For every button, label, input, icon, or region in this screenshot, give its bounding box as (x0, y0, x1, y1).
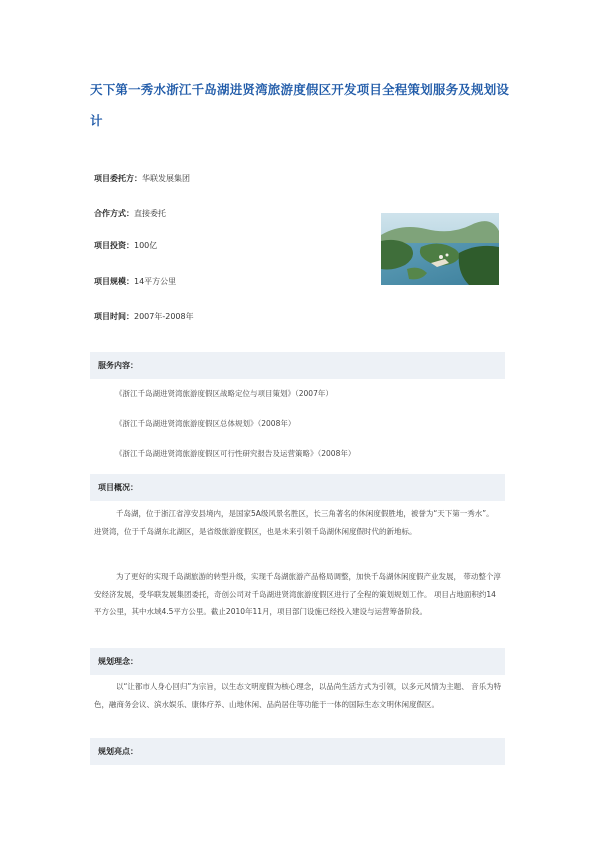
service-item: 《浙江千岛湖进贤湾旅游度假区总体规划》（2008年） (115, 419, 296, 428)
page-title: 天下第一秀水浙江千岛湖进贤湾旅游度假区开发项目全程策划服务及规划设计 (90, 82, 510, 128)
section-concept-heading: 规划理念： (90, 648, 505, 675)
info-period (94, 311, 194, 322)
info-value: 直接委托 (134, 209, 166, 218)
info-label: 项目时间： (94, 312, 134, 321)
overview-paragraph: 千岛湖，位于浙江省淳安县境内，是国家5A级风景名胜区，长三角著名的休闲度假胜地，被誉为“天下第一秀水”。 进贤湾，位于千岛湖东北湖区，是省级旅游度假区，也是未来引领千岛湖休闲度假时代的新地标。 (94, 509, 494, 536)
concept-paragraph: 以“让都市人身心回归”为宗旨，以生态文明度假为核心理念，以品尚生活方式为引领，以多元风情为主题、 音乐为特色，融商务会议、滨水娱乐、康体疗养、山地休闲、品尚居住等功能于一体的国际生态文明休闲度假区。 (94, 682, 502, 709)
info-investment (94, 240, 157, 251)
info-value: 14平方公里 (134, 277, 177, 286)
section-overview-heading: 项目概况： (90, 474, 505, 501)
service-item: 《浙江千岛湖进贤湾旅游度假区战略定位与项目策划》（2007年） (115, 389, 333, 398)
info-label: 合作方式： (94, 209, 134, 218)
info-scale (94, 276, 176, 287)
info-value: 2007年-2008年 (134, 312, 194, 321)
service-item: 《浙江千岛湖进贤湾旅游度假区可行性研究报告及运营策略》（2008年） (115, 449, 356, 458)
info-label: 项目投资： (94, 241, 134, 250)
overview-paragraph: 为了更好的实现千岛湖旅游的转型升级，实现千岛湖旅游产品格局调整，加快千岛湖休闲度假产业发展， 带动整个淳安经济发展，受华联发展集团委托，奇创公司对千岛湖进贤湾旅游度假区进行了全程的策划规划工作。 项目占地面积约14平方公里，其中水域4.5平方公里。截止2010年11月，项目部门设施已经投入建设与运营筹备阶段。 (94, 572, 501, 616)
info-client (94, 173, 190, 184)
info-label: 项目规模： (94, 277, 134, 286)
section-services-heading: 服务内容： (90, 352, 505, 379)
info-label: 项目委托方： (94, 174, 142, 183)
info-cooperation (94, 208, 166, 219)
info-value: 华联发展集团 (142, 174, 190, 183)
info-value: 100亿 (134, 241, 158, 250)
section-highlights-heading: 规划亮点： (90, 738, 505, 765)
project-aerial-image (381, 213, 499, 285)
